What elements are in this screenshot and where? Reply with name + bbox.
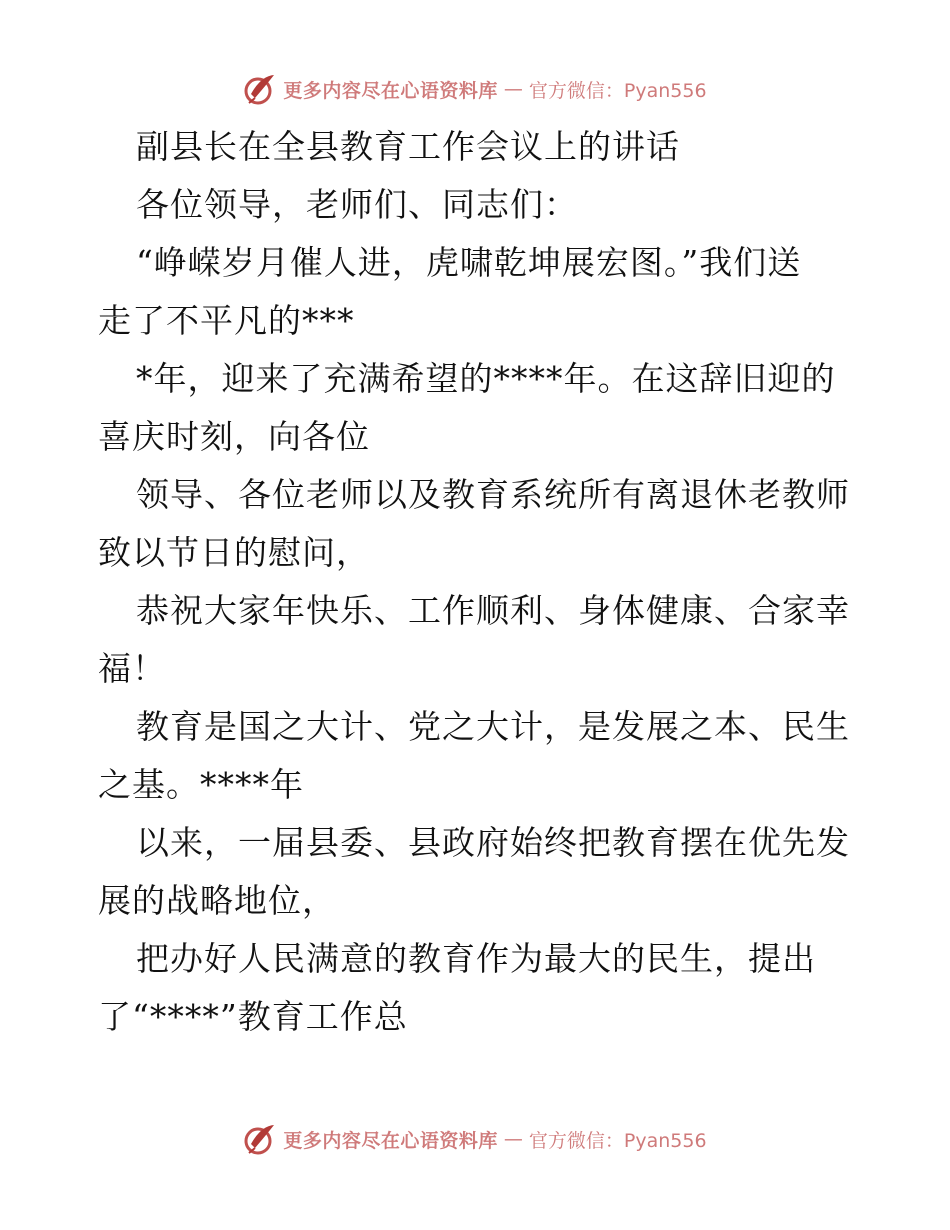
- text-line: 领导、各位老师以及教育系统所有离退休老教师: [136, 475, 850, 514]
- watermark-separator: —: [503, 78, 523, 100]
- text-line: 教育是国之大计、党之大计，是发展之本、民生: [136, 707, 850, 746]
- text-line: 致以节日的慰问，: [98, 533, 370, 572]
- text-line: 之基。****年: [98, 765, 304, 804]
- text-line: *年，迎来了充满希望的****年。在这辞旧迎的: [136, 359, 836, 398]
- text-line: 以来，一届县委、县政府始终把教育摆在优先发: [136, 823, 850, 862]
- text-line: 喜庆时刻，向各位: [98, 417, 370, 456]
- watermark-text: 更多内容尽在心语资料库: [283, 1129, 498, 1152]
- watermark-wechat: 官方微信：Pyan556: [528, 79, 707, 102]
- quill-logo-icon: [243, 1122, 277, 1156]
- document-body: [98, 118, 858, 1046]
- watermark-wechat: 官方微信：Pyan556: [528, 1129, 707, 1152]
- text-line: 福！: [98, 649, 166, 688]
- header-watermark: [0, 72, 950, 106]
- text-line: 展的战略地位，: [98, 881, 336, 920]
- text-line: 了“****”教育工作总: [98, 997, 408, 1036]
- text-line: 走了不平凡的***: [98, 301, 355, 340]
- footer-watermark: [0, 1122, 950, 1156]
- text-line: “峥嵘岁月催人进，虎啸乾坤展宏图。”我们送: [136, 243, 802, 282]
- watermark-separator: —: [503, 1128, 523, 1150]
- text-line: 各位领导，老师们、同志们：: [136, 185, 578, 224]
- watermark-text: 更多内容尽在心语资料库: [283, 79, 498, 102]
- text-line: 把办好人民满意的教育作为最大的民生，提出: [136, 939, 816, 978]
- quill-logo-icon: [243, 72, 277, 106]
- document-title: 副县长在全县教育工作会议上的讲话: [136, 127, 680, 166]
- text-line: 恭祝大家年快乐、工作顺利、身体健康、合家幸: [136, 591, 850, 630]
